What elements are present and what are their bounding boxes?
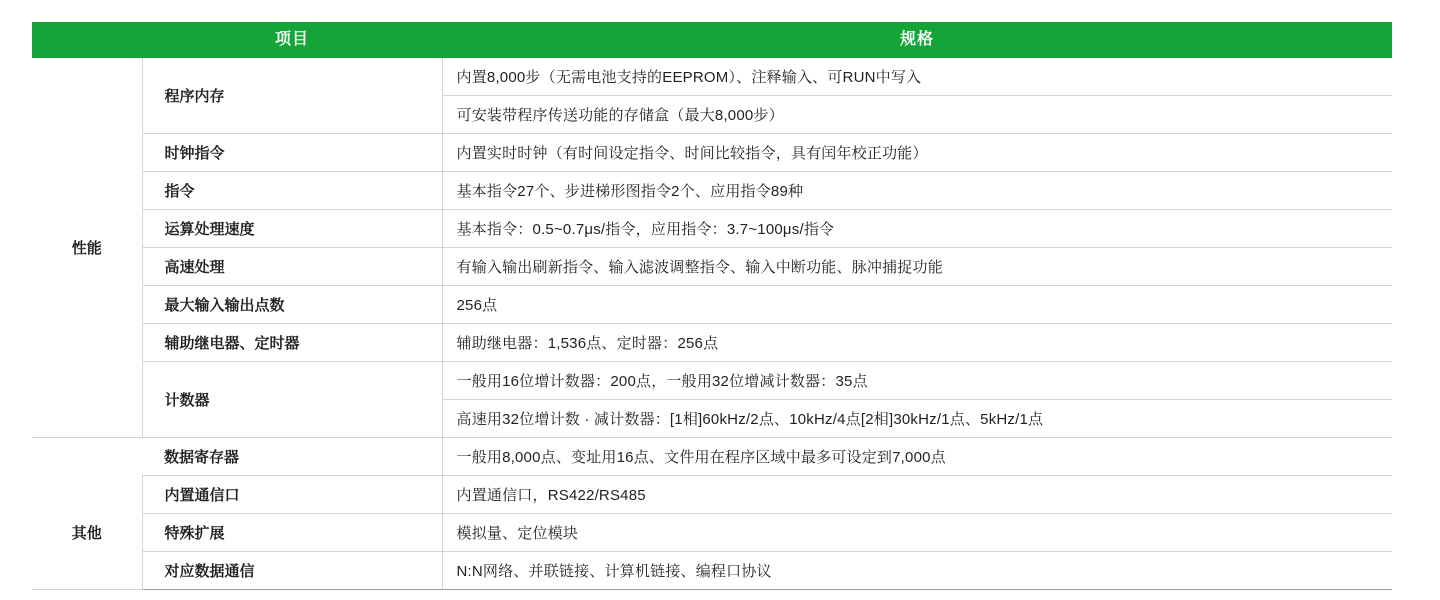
row-item-label: 最大输入输出点数 [142,286,442,324]
row-spec-value: 模拟量、定位模块 [442,514,1392,552]
table-row [32,438,1392,476]
table-row [32,552,1392,590]
row-spec-value: 基本指令27个、步进梯形图指令2个、应用指令89种 [442,172,1392,210]
table-header [32,22,1392,58]
row-item-label: 内置通信口 [142,476,442,514]
table-row [32,58,1392,96]
row-spec-value: N:N网络、并联链接、计算机链接、编程口协议 [442,552,1392,590]
table-row [32,172,1392,210]
table-row [32,248,1392,286]
row-item-label: 时钟指令 [142,134,442,172]
table-row [32,362,1392,400]
row-item-label: 高速处理 [142,248,442,286]
table-row [32,134,1392,172]
row-item-label: 计数器 [142,362,442,438]
row-item-label: 对应数据通信 [142,552,442,590]
group-spacer [32,438,142,476]
row-item-label: 辅助继电器、定时器 [142,324,442,362]
table-body [32,58,1392,590]
row-item-label: 运算处理速度 [142,210,442,248]
group-label-other: 其他 [32,476,142,590]
table-row [32,514,1392,552]
row-spec-value: 内置8,000步（无需电池支持的EEPROM）、注释输入、可RUN中写入 [442,58,1392,96]
row-spec-value: 高速用32位增计数 · 减计数器：[1相]60kHz/2点、10kHz/4点[2相]30kHz/1点、5kHz/1点 [442,400,1392,438]
row-spec-value: 内置通信口，RS422/RS485 [442,476,1392,514]
row-item-label: 指令 [142,172,442,210]
row-spec-value: 一般用8,000点、变址用16点、文件用在程序区域中最多可设定到7,000点 [442,438,1392,476]
row-spec-value: 辅助继电器：1,536点、定时器：256点 [442,324,1392,362]
specification-table [32,22,1392,590]
row-spec-value: 256点 [442,286,1392,324]
row-item-label: 程序内存 [142,58,442,134]
group-label-performance: 性能 [32,58,142,438]
table-row [32,286,1392,324]
row-item-label: 数据寄存器 [142,438,442,476]
table-header-row [32,22,1392,58]
row-spec-value: 可安装带程序传送功能的存储盒（最大8,000步） [442,96,1392,134]
column-header-spec: 规格 [442,22,1392,58]
table-row [32,210,1392,248]
table-row [32,324,1392,362]
row-spec-value: 基本指令：0.5~0.7μs/指令，应用指令：3.7~100μs/指令 [442,210,1392,248]
watermark [1086,566,1176,588]
row-item-label: 特殊扩展 [142,514,442,552]
table-row [32,476,1392,514]
column-header-item: 项目 [142,22,442,58]
row-spec-value: 有输入输出刷新指令、输入滤波调整指令、输入中断功能、脉冲捕捉功能 [442,248,1392,286]
row-spec-value: 内置实时时钟（有时间设定指令、时间比较指令，具有闰年校正功能） [442,134,1392,172]
row-spec-value: 一般用16位增计数器：200点，一般用32位增减计数器：35点 [442,362,1392,400]
specification-table-container [32,22,1392,590]
column-header-group [32,22,142,58]
